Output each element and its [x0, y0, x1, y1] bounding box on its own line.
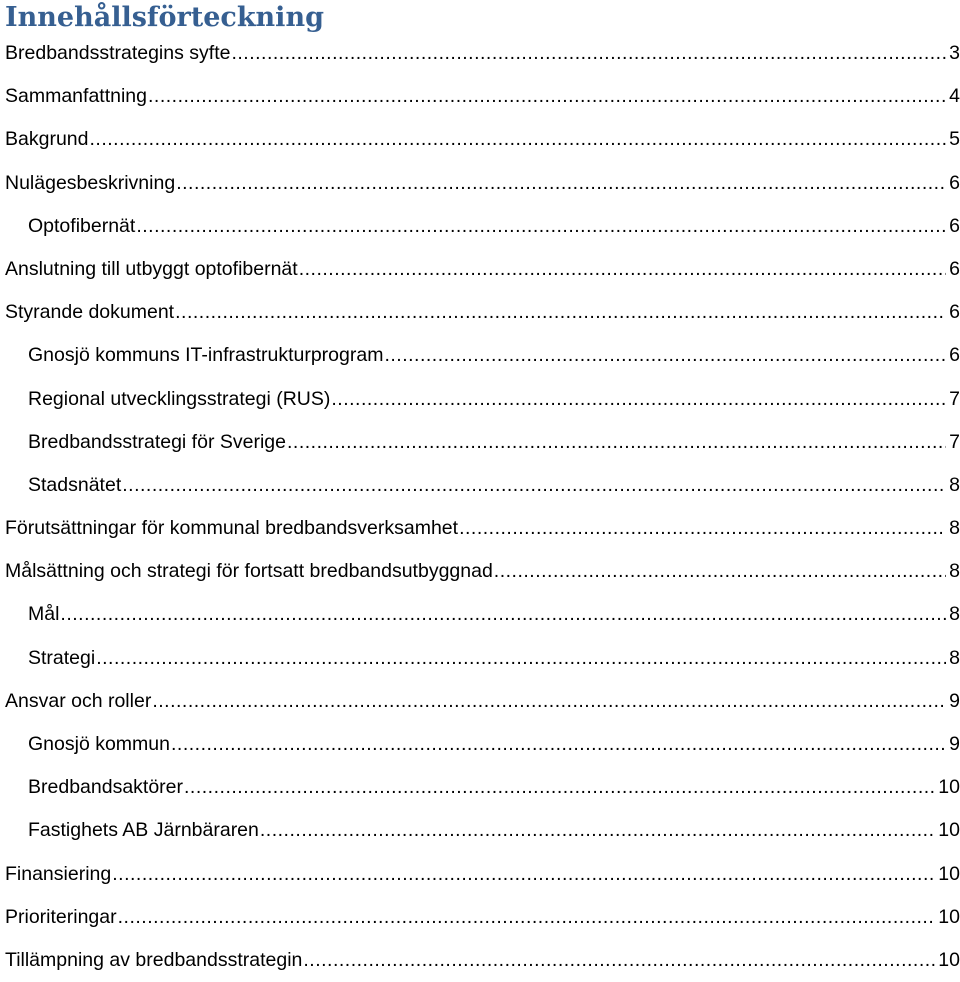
- dot-leader: [384, 334, 946, 377]
- toc-entry-page: 9: [949, 733, 960, 755]
- toc-title: Innehållsförteckning: [5, 2, 324, 33]
- toc-entry-nulagesbeskrivning[interactable]: [0, 162, 960, 205]
- toc-entry-bredbandsstrategi-sverige[interactable]: [0, 421, 960, 464]
- toc-entry-page: 8: [949, 473, 960, 496]
- toc-entry-page: 6: [949, 301, 960, 324]
- dot-leader: [148, 75, 946, 118]
- toc-entry-label: Regional utvecklingsstrategi (RUS): [28, 387, 331, 410]
- dot-leader: [260, 809, 935, 852]
- toc-entry-bredbandsaktorer[interactable]: [0, 766, 960, 809]
- toc-entry-page: 10: [938, 948, 960, 971]
- toc-entry-label: Stadsnätet: [28, 473, 122, 496]
- toc-entry-stadsnatet[interactable]: [0, 464, 960, 507]
- toc-entry-forutsattningar[interactable]: [0, 507, 960, 550]
- toc-entry-label: Finansiering: [5, 862, 112, 885]
- toc-entry-label: Förutsättningar för kommunal bredbandsverksamhet: [5, 517, 459, 540]
- toc-entry-label: Gnosjö kommun: [28, 733, 170, 755]
- toc-entry-mal[interactable]: [0, 593, 960, 636]
- toc-entry-label: Fastighets AB Järnbäraren: [28, 819, 259, 842]
- toc-entry-styrande-dokument[interactable]: [0, 291, 960, 334]
- toc-entry-tillampning[interactable]: [0, 939, 960, 982]
- toc-entry-label: Tillämpning av bredbandsstrategin: [5, 948, 303, 971]
- dot-leader: [459, 507, 946, 550]
- toc-entry-label: Målsättning och strategi för fortsatt bredbandsutbyggnad: [5, 560, 493, 583]
- toc-entry-page: 8: [949, 560, 960, 583]
- dot-leader: [303, 939, 935, 982]
- toc-entry-label: Optofibernät: [28, 214, 136, 237]
- toc-entry-label: Prioriteringar: [5, 905, 117, 928]
- toc-entry-bredbandsstrategins-syfte[interactable]: [0, 32, 960, 75]
- toc-entry-page: 7: [949, 430, 960, 453]
- dot-leader: [331, 378, 946, 421]
- toc-entry-page: 8: [949, 646, 960, 669]
- toc-entry-label: Mål: [28, 603, 60, 626]
- toc-entry-page: 10: [938, 905, 960, 928]
- dot-leader: [287, 421, 946, 464]
- dot-leader: [299, 248, 946, 291]
- toc-entry-sammanfattning[interactable]: [0, 75, 960, 118]
- toc-entry-anslutning[interactable]: [0, 248, 960, 291]
- toc-entry-page: 10: [938, 862, 960, 885]
- toc-entry-label: Bakgrund: [5, 128, 89, 151]
- toc-entry-gnosjo-kommun[interactable]: [0, 723, 960, 766]
- toc-entry-ansvar-och-roller[interactable]: [0, 680, 960, 723]
- toc-entry-label: Bredbandsaktörer: [28, 776, 184, 799]
- dot-leader: [89, 118, 946, 161]
- dot-leader: [112, 853, 935, 896]
- toc-entry-page: 4: [949, 85, 960, 108]
- dot-leader: [96, 637, 946, 680]
- toc-entry-label: Styrande dokument: [5, 301, 175, 324]
- dot-leader: [136, 205, 946, 248]
- toc-entry-strategi[interactable]: [0, 637, 960, 680]
- toc-entry-page: 9: [949, 689, 960, 712]
- toc-entry-label: Bredbandsstrategi för Sverige: [28, 430, 286, 453]
- dot-leader: [175, 291, 946, 334]
- toc-entry-label: Strategi: [28, 646, 96, 669]
- toc-entry-prioriteringar[interactable]: [0, 896, 960, 939]
- toc-entry-label: Anslutning till utbyggt optofibernät: [5, 257, 298, 280]
- toc-entry-optofibernat[interactable]: [0, 205, 960, 248]
- toc-entry-page: 6: [949, 257, 960, 280]
- toc-entry-finansiering[interactable]: [0, 853, 960, 896]
- dot-leader: [494, 550, 946, 593]
- toc-entry-rus[interactable]: [0, 378, 960, 421]
- toc-entry-page: 6: [949, 214, 960, 237]
- dot-leader: [231, 32, 946, 75]
- dot-leader: [184, 766, 935, 809]
- toc-list: [0, 32, 960, 982]
- toc-entry-label: Ansvar och roller: [5, 689, 152, 712]
- toc-entry-page: 6: [949, 344, 960, 367]
- toc-entry-label: Gnosjö kommuns IT-infrastrukturprogram: [28, 344, 384, 367]
- toc-entry-page: 5: [949, 128, 960, 151]
- dot-leader: [171, 723, 946, 766]
- toc-entry-jarnbararen[interactable]: [0, 809, 960, 852]
- toc-entry-label: Nulägesbeskrivning: [5, 171, 176, 194]
- toc-entry-page: 10: [938, 819, 960, 842]
- toc-entry-page: 7: [949, 387, 960, 410]
- toc-entry-label: Bredbandsstrategins syfte: [5, 42, 231, 64]
- dot-leader: [176, 162, 946, 205]
- toc-entry-label: Sammanfattning: [5, 85, 147, 108]
- toc-entry-bakgrund[interactable]: [0, 118, 960, 161]
- toc-entry-page: 10: [938, 776, 960, 799]
- toc-entry-page: 8: [949, 517, 960, 540]
- dot-leader: [122, 464, 946, 507]
- toc-entry-page: 3: [949, 42, 960, 64]
- dot-leader: [152, 680, 946, 723]
- dot-leader: [118, 896, 936, 939]
- dot-leader: [60, 593, 946, 636]
- toc-entry-malsattning[interactable]: [0, 550, 960, 593]
- toc-entry-it-infrastrukturprogram[interactable]: [0, 334, 960, 377]
- toc-entry-page: 6: [949, 171, 960, 194]
- toc-entry-page: 8: [949, 603, 960, 626]
